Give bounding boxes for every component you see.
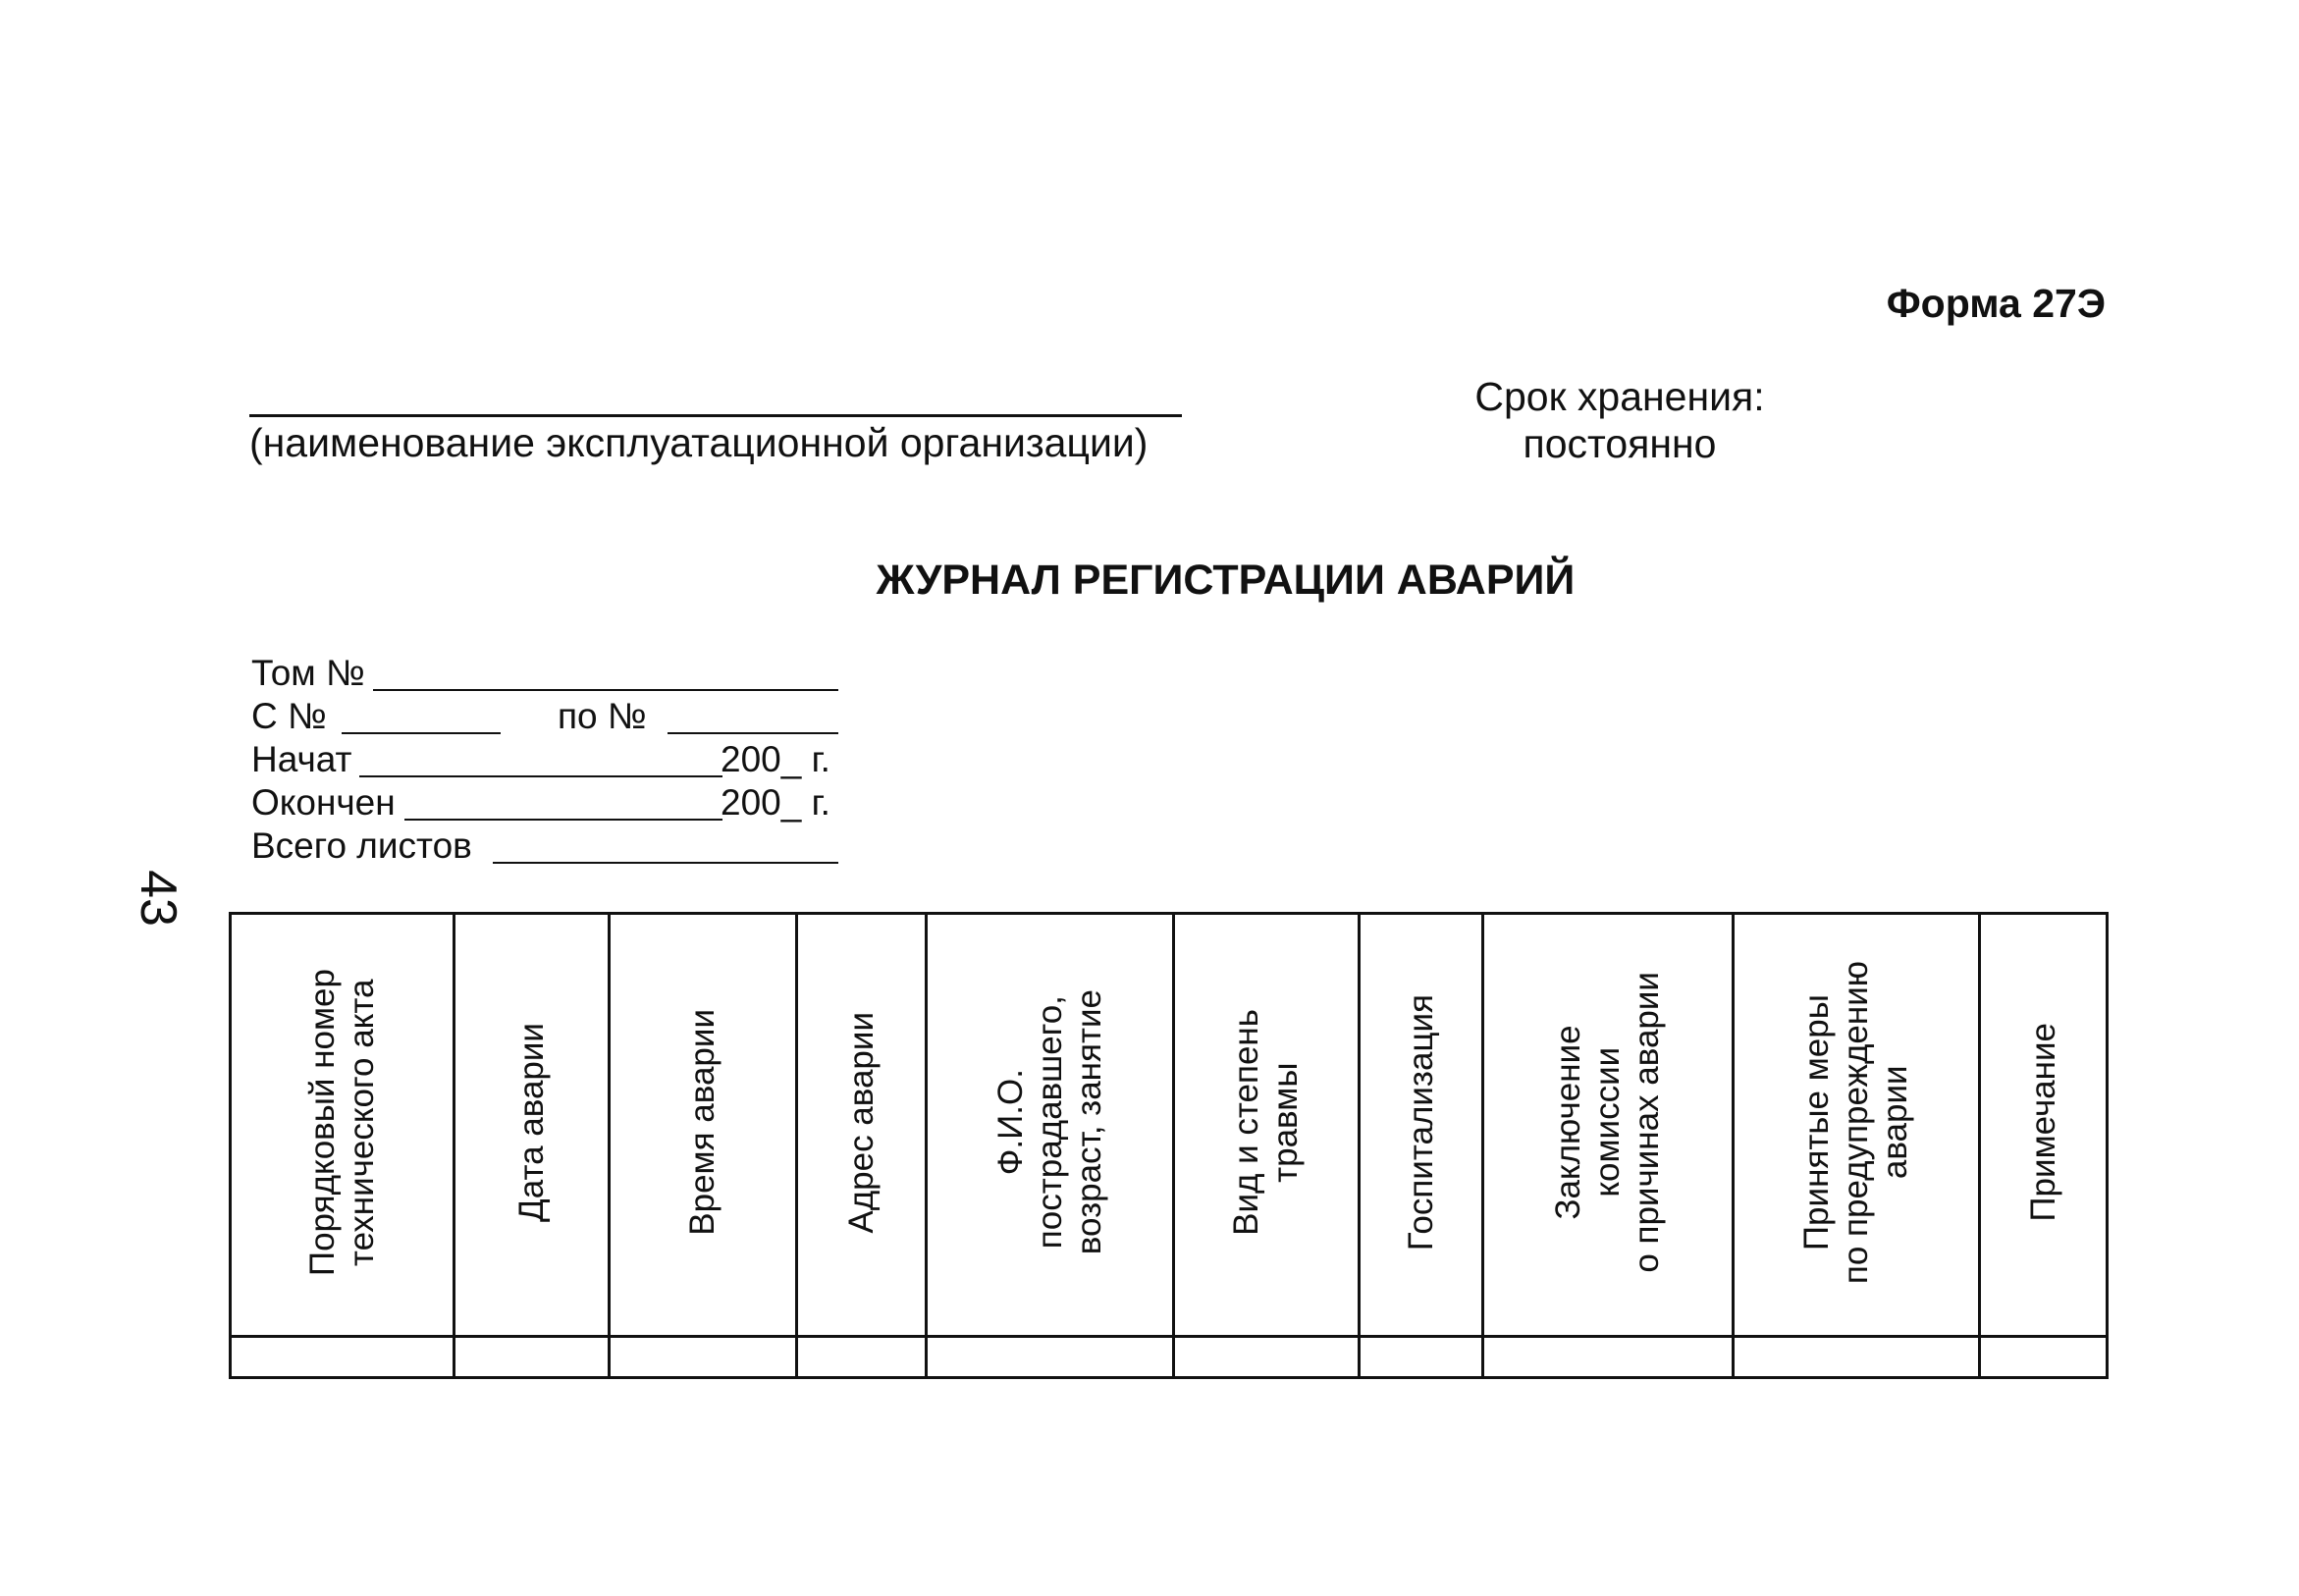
column-header: Госпитализация	[1360, 914, 1483, 1337]
table-cell	[231, 1337, 454, 1378]
number-range-field	[251, 695, 840, 738]
column-header: Заключение комиссии о причинах аварии	[1483, 914, 1734, 1337]
retention-label: Срок хранения:	[1474, 374, 1765, 419]
column-header: Дата аварии	[454, 914, 610, 1337]
finished-underline	[404, 819, 722, 821]
finished-year: 200_ г.	[721, 782, 830, 823]
organization-caption: (наименование эксплуатационной организации)	[249, 420, 1149, 465]
volume-field	[251, 652, 840, 695]
table-header-row	[231, 914, 2108, 1337]
table-row	[231, 1337, 2108, 1378]
form-number: Форма 27Э	[1886, 281, 2106, 326]
started-field	[251, 738, 840, 781]
table-cell	[927, 1337, 1174, 1378]
started-underline	[359, 775, 722, 777]
journal-fields	[251, 652, 840, 868]
retention-value: постоянно	[1523, 421, 1717, 466]
column-header: Принятые меры по предупреждению аварии	[1734, 914, 1980, 1337]
column-header: Порядковый номер технического акта	[231, 914, 454, 1337]
to-label: по №	[558, 696, 647, 736]
table-cell	[1174, 1337, 1360, 1378]
accident-journal-table	[229, 912, 2109, 1379]
table-cell	[1734, 1337, 1980, 1378]
table-cell	[454, 1337, 610, 1378]
column-header: Вид и степень травмы	[1174, 914, 1360, 1337]
total-sheets-label: Всего листов	[251, 825, 472, 866]
table-cell	[610, 1337, 797, 1378]
from-label: С №	[251, 696, 327, 736]
finished-field	[251, 781, 840, 825]
column-header: Адрес аварии	[797, 914, 927, 1337]
volume-label: Том №	[251, 653, 365, 693]
column-header: Примечание	[1980, 914, 2108, 1337]
started-label: Начат	[251, 739, 352, 779]
table-cell	[1483, 1337, 1734, 1378]
retention-period	[1414, 373, 1826, 467]
started-year: 200_ г.	[721, 739, 830, 779]
page-number: 43	[130, 870, 187, 927]
table-cell	[1980, 1337, 2108, 1378]
organization-name-line	[249, 414, 1182, 417]
total-sheets-underline	[493, 862, 838, 864]
column-header: Ф.И.О. пострадавшего, возраст, занятие	[927, 914, 1174, 1337]
table-cell	[1360, 1337, 1483, 1378]
column-header: Время аварии	[610, 914, 797, 1337]
journal-title: ЖУРНАЛ РЕГИСТРАЦИИ АВАРИЙ	[876, 557, 1576, 604]
table-cell	[797, 1337, 927, 1378]
to-underline	[668, 732, 838, 734]
total-sheets-field	[251, 825, 840, 868]
volume-underline	[373, 689, 838, 691]
finished-label: Окончен	[251, 782, 396, 823]
from-underline	[342, 732, 501, 734]
